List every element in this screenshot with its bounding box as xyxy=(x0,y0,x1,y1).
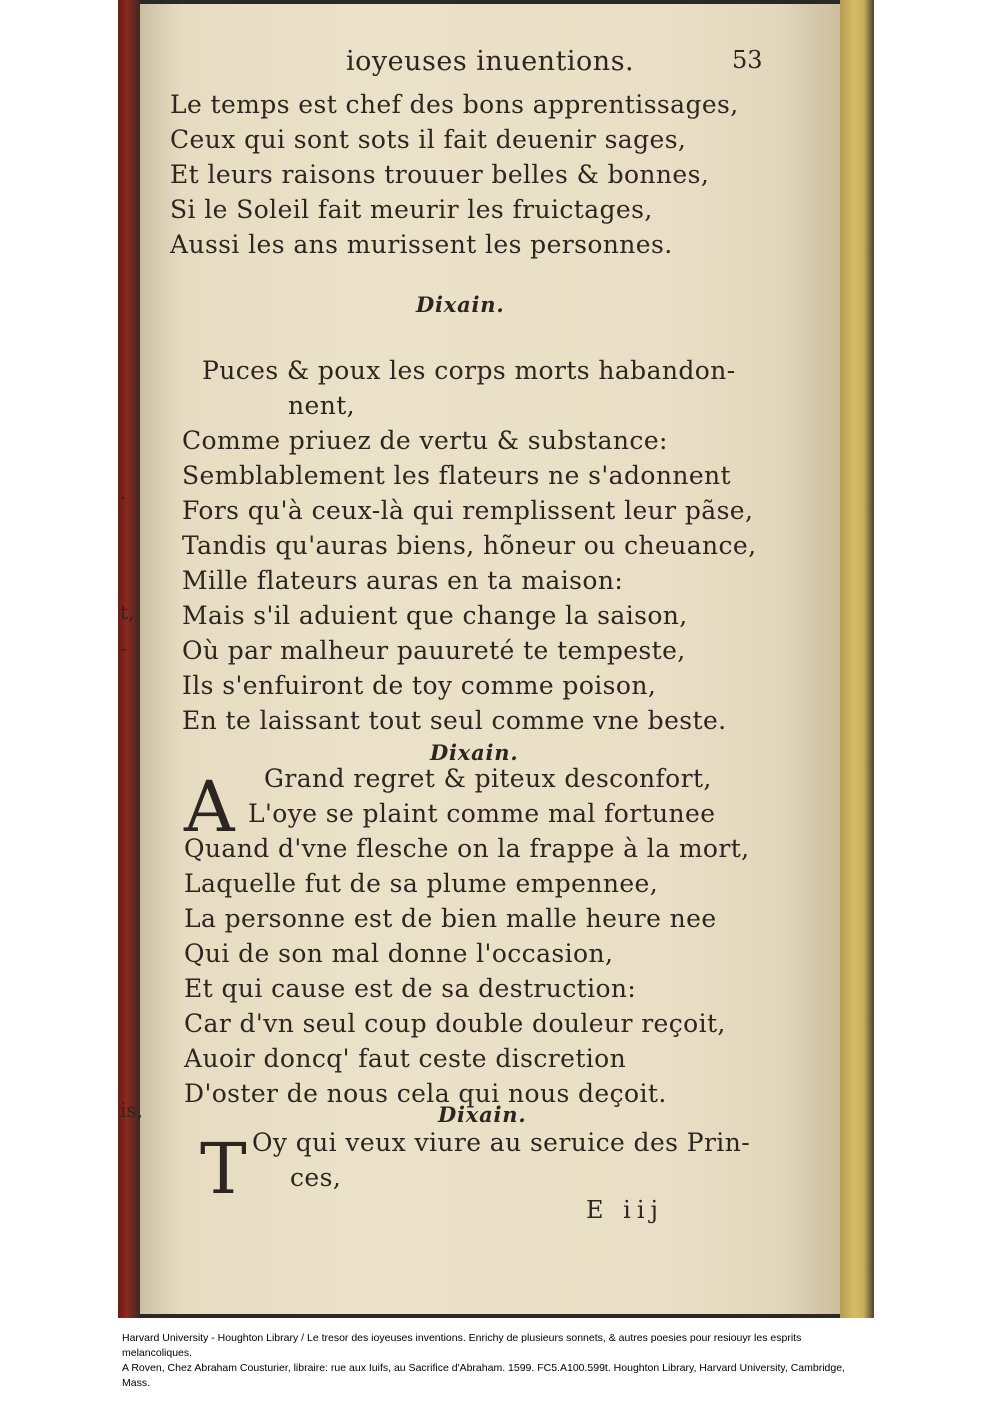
caption-line: A Roven, Chez Abraham Cousturier, libraire: rue aux Iuifs, au Sacrifice d'Abraham. 1599. FC5.A100.599t. Houghton Library, Harvard University, Cambridge, Mass. xyxy=(122,1362,845,1389)
caption-line: Harvard University - Houghton Library / Le tresor des ioyeuses inventions. Enrichy de plusieurs sonnets, & autres poesies pour resiouyr les esprits melancoliques. xyxy=(122,1332,802,1359)
poem-line: D'oster de nous cela qui nous deçoit. xyxy=(184,1079,667,1108)
poem-line: Grand regret & piteux desconfort, xyxy=(264,764,712,793)
margin-mark: . xyxy=(120,480,127,504)
poem-line: nent, xyxy=(288,391,355,420)
poem-line: Ils s'enfuiront de toy comme poison, xyxy=(182,671,657,700)
poem-line: Laquelle fut de sa plume empennee, xyxy=(184,869,659,898)
section-heading: Dixain. xyxy=(430,740,519,765)
poem-line: Tandis qu'auras biens, hõneur ou cheuance, xyxy=(182,531,757,560)
poem-line: Auoir doncq' faut ceste discretion xyxy=(184,1044,627,1073)
poem-line: Ceux qui sont sots il fait deuenir sages, xyxy=(170,125,687,154)
page-edge xyxy=(840,0,874,1318)
poem-line: Car d'vn seul coup double douleur reçoit, xyxy=(184,1009,726,1038)
poem-line: La personne est de bien malle heure nee xyxy=(184,904,717,933)
section-heading: Dixain. xyxy=(438,1102,527,1127)
poem-line: Le temps est chef des bons apprentissages, xyxy=(170,90,739,119)
margin-mark: - xyxy=(120,636,127,660)
poem-line: Oy qui veux viure au seruice des Prin- xyxy=(252,1128,751,1157)
margin-mark: t, xyxy=(120,600,135,624)
margin-mark: is, xyxy=(120,1098,144,1122)
poem-line: L'oye se plaint comme mal fortunee xyxy=(248,799,716,828)
drop-cap: T xyxy=(200,1128,247,1210)
poem-line: Quand d'vne flesche on la frappe à la mort, xyxy=(184,834,750,863)
poem-line: Mille flateurs auras en ta maison: xyxy=(182,566,624,595)
poem-line: Où par malheur pauureté te tempeste, xyxy=(182,636,686,665)
running-header: ioyeuses inuentions. xyxy=(346,46,635,77)
poem-line: Qui de son mal donne l'occasion, xyxy=(184,939,614,968)
poem-line: Aussi les ans murissent les personnes. xyxy=(170,230,673,259)
poem-line: Si le Soleil fait meurir les fruictages, xyxy=(170,195,653,224)
section-heading: Dixain. xyxy=(416,292,505,317)
signature-mark: E iij xyxy=(586,1196,664,1224)
poem-line: Puces & poux les corps morts habandon- xyxy=(202,356,736,385)
book-scan xyxy=(118,0,874,1318)
book-page xyxy=(140,4,840,1314)
poem-line: Semblablement les flateurs ne s'adonnent xyxy=(182,461,731,490)
poem-line: Comme priuez de vertu & substance: xyxy=(182,426,668,455)
poem-line: En te laissant tout seul comme vne beste. xyxy=(182,706,727,735)
page-number: 53 xyxy=(732,46,763,74)
poem-line: Mais s'il aduient que change la saison, xyxy=(182,601,688,630)
library-caption xyxy=(122,1331,862,1391)
poem-line: Et leurs raisons trouuer belles & bonnes, xyxy=(170,160,710,189)
poem-line: ces, xyxy=(290,1163,342,1192)
poem-line: Et qui cause est de sa destruction: xyxy=(184,974,637,1003)
poem-line: Fors qu'à ceux-là qui remplissent leur pãse, xyxy=(182,496,754,525)
drop-cap: A xyxy=(184,766,235,848)
